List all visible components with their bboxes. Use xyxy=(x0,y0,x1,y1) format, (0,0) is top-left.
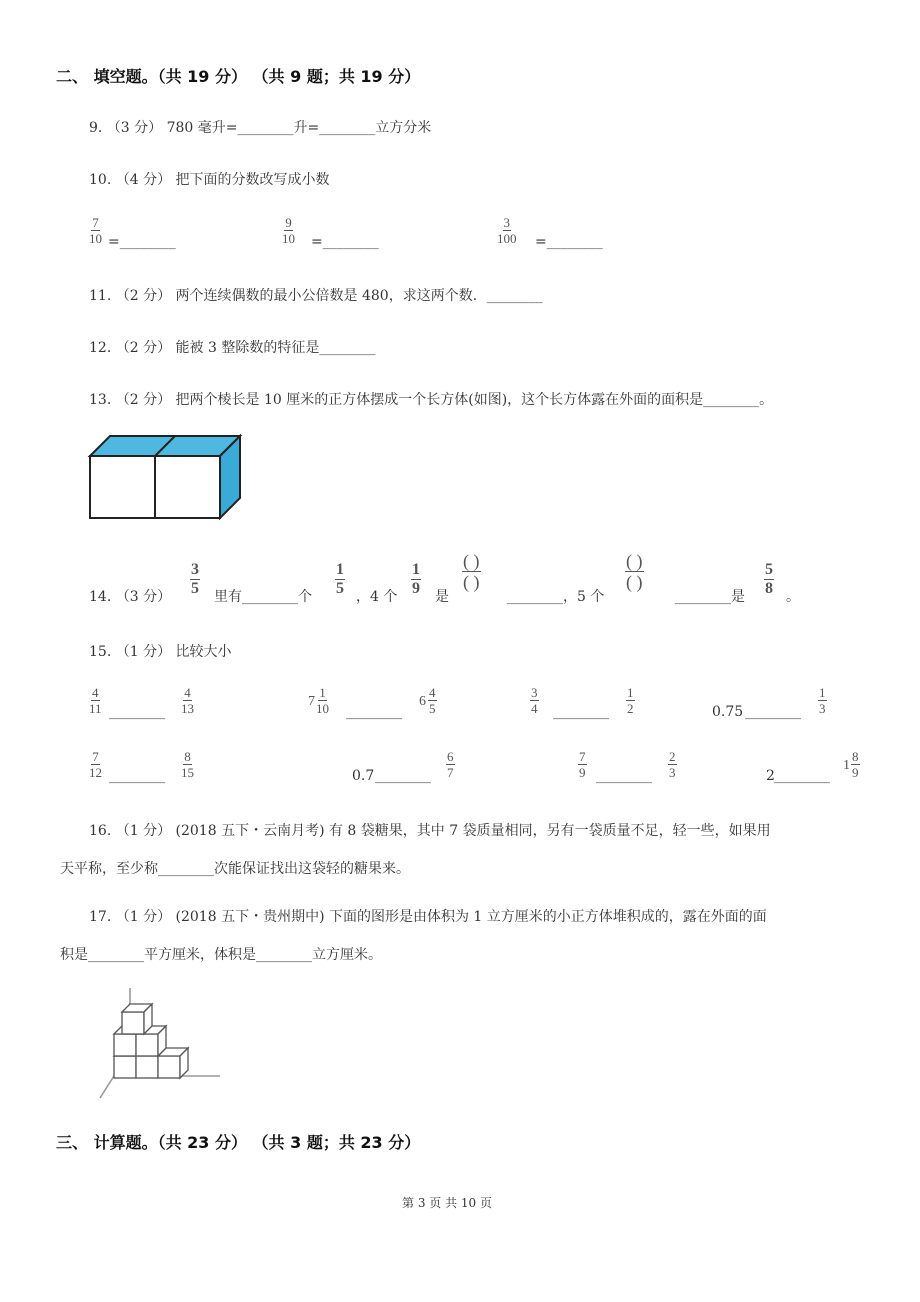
question-14-prefix: 14. （3 分） xyxy=(89,589,172,605)
q15-r1-c2-right-whole: 6 xyxy=(419,694,426,709)
q14-text-4: ________，5 个 xyxy=(507,589,605,605)
denominator: 5 xyxy=(336,580,344,597)
q15-r1-c3-left-fraction xyxy=(530,686,539,715)
question-11: 11. （2 分） 两个连续偶数的最小公倍数是 480，求这两个数．________ xyxy=(89,288,543,304)
denominator: 10 xyxy=(282,231,295,246)
page-footer: 第 3 页 共 10 页 xyxy=(402,1196,492,1210)
question-17-line-2: 积是________平方厘米，体积是________立方厘米。 xyxy=(60,947,382,963)
q15-r1-c4-left-value: 0.75 xyxy=(712,704,744,720)
q10-fraction-2 xyxy=(282,216,295,245)
cuboid-figure xyxy=(86,432,246,524)
numerator: 4 xyxy=(429,685,436,700)
numerator: 4 xyxy=(92,685,99,700)
denominator: 2 xyxy=(627,701,634,716)
q14-text-3: 是 xyxy=(435,589,449,605)
q15-r1-c2-left-fraction xyxy=(316,686,329,715)
denominator: 5 xyxy=(429,701,436,716)
question-10: 10. （4 分） 把下面的分数改写成小数 xyxy=(89,172,330,188)
numerator: ( ) xyxy=(626,551,643,571)
numerator: 8 xyxy=(852,749,859,764)
denominator: 9 xyxy=(412,580,420,597)
q15-r2-c3-blank[interactable]: ________ xyxy=(596,768,652,784)
question-13: 13. （2 分） 把两个棱长是 10 厘米的正方体摆成一个长方体(如图)，这个长方体露在外面的面积是________。 xyxy=(89,392,774,408)
question-16-line-1: 16. （1 分） (2018 五下・云南月考) 有 8 袋糖果，其中 7 袋质量相同，另有一袋质量不足，轻一些，如果用 xyxy=(89,823,771,839)
numerator: 1 xyxy=(319,685,326,700)
question-17-line-1: 17. （1 分） (2018 五下・贵州期中) 下面的图形是由体积为 1 立方厘米的小正方体堆积成的，露在外面的面 xyxy=(89,909,767,925)
q14-placeholder-fraction-1[interactable] xyxy=(462,552,481,591)
q14-fraction-1-9 xyxy=(411,562,421,597)
q10-fraction-3 xyxy=(497,216,517,245)
numerator: 5 xyxy=(765,561,773,578)
denominator: 8 xyxy=(765,580,773,597)
question-9: 9. （3 分） 780 毫升=________升=________立方分米 xyxy=(89,120,432,136)
stacked-cubes-figure xyxy=(96,984,222,1104)
denominator: 10 xyxy=(89,231,102,246)
q14-fraction-1-5 xyxy=(335,562,345,597)
numerator: 1 xyxy=(336,561,344,578)
q15-r1-c4-right-fraction xyxy=(818,686,827,715)
denominator: 9 xyxy=(579,765,586,780)
denominator: 3 xyxy=(669,765,676,780)
denominator: 15 xyxy=(181,765,194,780)
q14-fraction-3-5 xyxy=(190,562,200,597)
q15-r2-c2-blank[interactable]: ________ xyxy=(375,768,431,784)
q14-placeholder-fraction-2[interactable] xyxy=(625,552,644,591)
q15-r1-c1-left-fraction xyxy=(89,686,102,715)
numerator: 7 xyxy=(92,749,99,764)
q15-r1-c3-right-fraction xyxy=(626,686,635,715)
numerator: 4 xyxy=(184,685,191,700)
q14-text-5: ________是 xyxy=(675,589,745,605)
q15-r2-c4-right-fraction xyxy=(851,750,860,779)
q15-r1-c4-blank[interactable]: ________ xyxy=(745,704,801,720)
q15-r2-c1-left-fraction xyxy=(89,750,102,779)
q14-text-1: 里有________个 xyxy=(214,589,312,605)
denominator: 13 xyxy=(181,701,194,716)
question-12: 12. （2 分） 能被 3 整除数的特征是________ xyxy=(89,340,376,356)
denominator: 11 xyxy=(89,701,102,716)
numerator: 3 xyxy=(191,561,199,578)
q15-r1-c1-right-fraction xyxy=(181,686,194,715)
q15-r2-c2-right-fraction xyxy=(446,750,455,779)
q15-r1-c3-blank[interactable]: ________ xyxy=(553,704,609,720)
numerator: 3 xyxy=(531,685,538,700)
denominator: 3 xyxy=(819,701,826,716)
numerator: 3 xyxy=(503,215,510,230)
q10-answer-2[interactable]: =________ xyxy=(311,234,379,250)
numerator: 8 xyxy=(184,749,191,764)
q15-r2-c4-right-whole: 1 xyxy=(843,758,850,773)
numerator: 6 xyxy=(447,749,454,764)
numerator: 1 xyxy=(627,685,634,700)
numerator: 7 xyxy=(579,749,586,764)
denominator: 12 xyxy=(89,765,102,780)
q15-r2-c4-left-value: 2 xyxy=(766,768,775,784)
q15-r2-c1-right-fraction xyxy=(181,750,194,779)
question-16-line-2: 天平称，至少称________次能保证找出这袋轻的糖果来。 xyxy=(60,861,410,877)
cube-stack xyxy=(114,1004,188,1078)
q14-text-2: ，4 个 xyxy=(356,589,398,605)
numerator: ( ) xyxy=(463,551,480,571)
denominator: 9 xyxy=(852,765,859,780)
q14-fraction-5-8 xyxy=(764,562,774,597)
numerator: 9 xyxy=(285,215,292,230)
denominator: 100 xyxy=(497,231,517,246)
q15-r1-c1-blank[interactable]: ________ xyxy=(109,704,165,720)
question-15: 15. （1 分） 比较大小 xyxy=(89,644,232,660)
q10-answer-1[interactable]: =________ xyxy=(108,234,176,250)
section-3-title: 三、 计算题。（共 23 分） （共 3 题；共 23 分） xyxy=(56,1133,421,1152)
q15-r2-c4-blank[interactable]: ________ xyxy=(774,768,830,784)
denominator: 10 xyxy=(316,701,329,716)
q10-answer-3[interactable]: =________ xyxy=(535,234,603,250)
q15-r1-c2-blank[interactable]: ________ xyxy=(346,704,402,720)
q14-text-6: 。 xyxy=(786,589,800,605)
section-2-title: 二、 填空题。（共 19 分） （共 9 题；共 19 分） xyxy=(56,67,421,86)
q15-r2-c3-right-fraction xyxy=(668,750,677,779)
numerator: 2 xyxy=(669,749,676,764)
q15-r2-c2-left-value: 0.7 xyxy=(352,768,375,784)
denominator: ( ) xyxy=(626,572,643,592)
q10-fraction-1 xyxy=(89,216,102,245)
numerator: 1 xyxy=(819,685,826,700)
q15-r2-c1-blank[interactable]: ________ xyxy=(109,768,165,784)
denominator: 4 xyxy=(531,701,538,716)
denominator: ( ) xyxy=(463,572,480,592)
numerator: 1 xyxy=(412,561,420,578)
q15-r2-c3-left-fraction xyxy=(578,750,587,779)
q15-r1-c2-right-fraction xyxy=(428,686,437,715)
numerator: 7 xyxy=(92,215,99,230)
denominator: 7 xyxy=(447,765,454,780)
q15-r1-c2-left-whole: 7 xyxy=(308,694,315,709)
denominator: 5 xyxy=(191,580,199,597)
